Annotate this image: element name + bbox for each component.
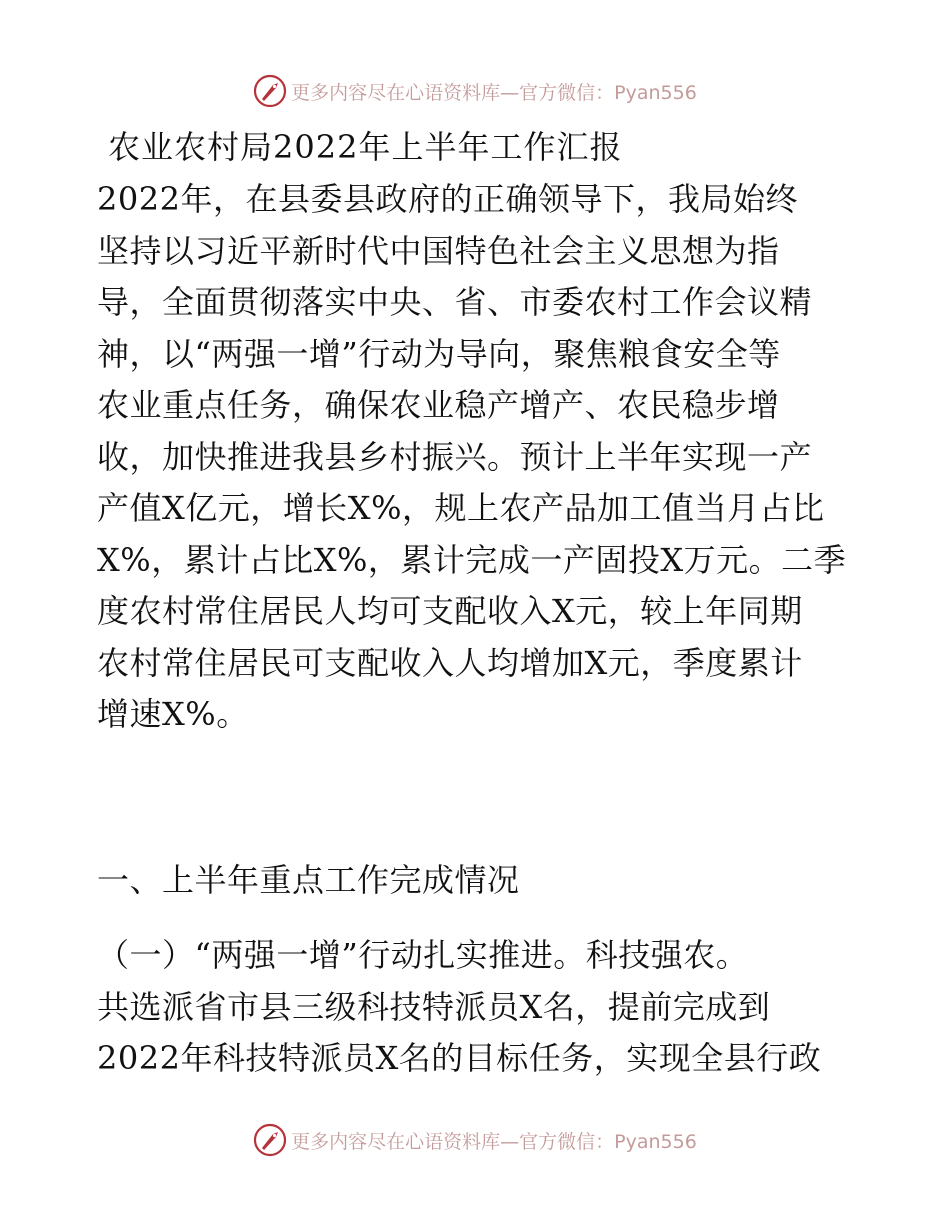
pen-nib-seal-icon xyxy=(253,74,287,108)
paragraph-line: 产值X亿元，增长X%，规上农产品加工值当月占比 xyxy=(97,489,825,527)
paragraph-line: 农村常住居民可支配收入人均增加X元，季度累计 xyxy=(97,643,803,682)
paragraph-line: 收，加快推进我县乡村振兴。预计上半年实现一产 xyxy=(97,437,813,476)
paragraph-line: 导，全面贯彻落实中央、省、市委农村工作会议精 xyxy=(97,283,813,321)
document-title: 农业农村局2022年上半年工作汇报 xyxy=(108,128,623,166)
paragraph-line: 农业重点任务，确保农业稳产增产、农民稳步增 xyxy=(97,386,780,424)
paragraph-line: X%，累计占比X%，累计完成一产固投X万元。二季 xyxy=(97,540,847,579)
section-paragraph xyxy=(97,930,857,1085)
section-heading-text: 一、上半年重点工作完成情况 xyxy=(97,861,520,899)
pen-nib-seal-icon xyxy=(253,1123,287,1157)
footer-watermark xyxy=(0,1120,950,1160)
watermark-text: 更多内容尽在心语资料库—官方微信：Pyan556 xyxy=(291,1130,697,1153)
paragraph-line: （一）“两强一增”行动扎实推进。科技强农。 xyxy=(97,936,749,974)
paragraph-line: 2022年科技特派员X名的目标任务，实现全县行政 xyxy=(97,1039,822,1077)
paragraph-line: 增速X%。 xyxy=(97,695,249,733)
watermark-text: 更多内容尽在心语资料库—官方微信：Pyan556 xyxy=(291,81,697,104)
paragraph-line: 坚持以习近平新时代中国特色社会主义思想为指 xyxy=(97,231,780,270)
paragraph-line: 度农村常住居民人均可支配收入X元，较上年同期 xyxy=(97,592,803,630)
section-heading xyxy=(97,855,857,907)
paragraph-line: 神，以“两强一增”行动为导向，聚焦粮食安全等 xyxy=(97,334,781,373)
paragraph-line: 共选派省市县三级科技特派员X名，提前完成到 xyxy=(97,987,771,1026)
intro-paragraph xyxy=(97,174,857,741)
paragraph-line: 2022年，在县委县政府的正确领导下，我局始终 xyxy=(97,180,798,218)
header-watermark xyxy=(0,71,950,111)
